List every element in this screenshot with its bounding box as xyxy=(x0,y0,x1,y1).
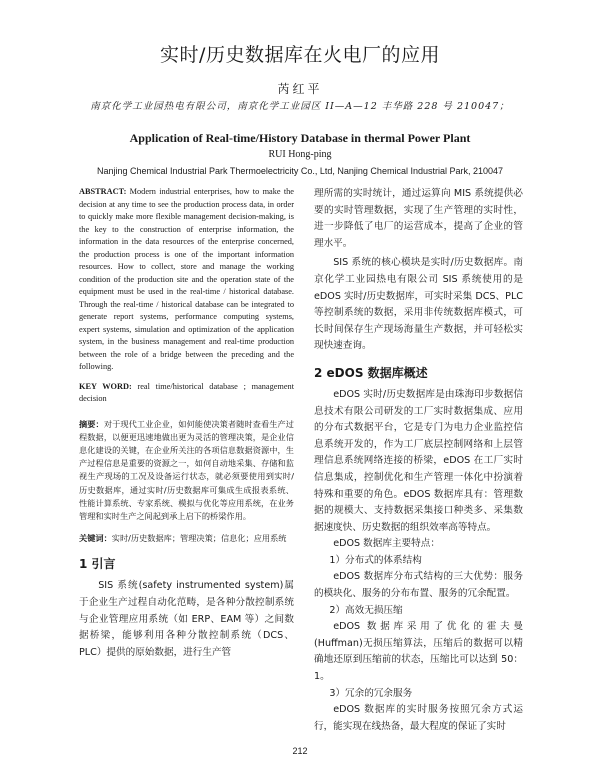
page-number: 212 xyxy=(292,746,308,756)
edos-features-intro: eDOS 数据库主要特点： xyxy=(333,538,440,550)
abstract-cn-label: 摘要： xyxy=(79,418,104,429)
affiliation-en: Nanjing Chemical Industrial Park Thermoelectricity Co., Ltd, Nanjing Chemical Industrial Park, 210047 xyxy=(96,166,504,176)
section-1-paragraph: SIS 系统(safety instrumented system)属于企业生产过程自动化范畴，是各种分散控制系统与企业管理应用系统（如 ERP、EAM 等）之间数据桥梁，能够利用各种分散控制系统（DCS、PLC）提供的原始数据，进行生产管 xyxy=(79,580,294,658)
paper-title-en: Application of Real-time/History Database in thermal Power Plant xyxy=(129,131,471,145)
keywords-cn xyxy=(79,532,294,545)
continued-paragraph: 理所需的实时统计，通过运算向 MIS 系统提供必要的实时管理数据，实现了生产管理的实时性，进一步降低了电厂的运营成本，提高了企业的管理水平。 xyxy=(314,188,523,249)
feature-2-title: 2）高效无损压缩 xyxy=(329,604,403,616)
feature-3-title: 3）冗余的冗余服务 xyxy=(329,687,413,699)
keywords-en xyxy=(79,381,294,406)
right-column xyxy=(314,186,523,735)
abstract-en xyxy=(79,186,294,374)
keywords-cn-label: 关键词： xyxy=(79,533,112,544)
feature-1-text: eDOS 数据库分布式结构的三大优势：服务的模块化、服务的分布布置、服务的冗余配置。 xyxy=(314,571,523,600)
abstract-cn-text: 对于现代工业企业，如何能使决策者随时查看生产过程数据，以便更迅速地做出更为灵活的管理决策，是企业信息化建设的关键，在企业所关注的各项信息数据资源中，生产过程信息是重要的资源之一，如何自动地采集、存储和监视生产现场的工况及设备运行状态，就必须要使用到实时/历史数据库，通过实时/历史数据库可集成生成报表系统、性能计算系统、专家系统、模拟与优化等应用系统，在业务管理和实时生产之间起到承上启下的桥梁作用。 xyxy=(79,418,294,521)
author-cn: 芮红平 xyxy=(277,82,323,96)
abstract-en-text: Modern industrial enterprises, how to make the decision at any time to see the production process data, in order to quickly make more flexible management decision-making, is the key to the construction of enterprise information, the information in the data resources of the enterprise concerned, the production process is one of the important information resources. How to collect, store and manage the working condition of the production site and the operation state of the equipment must be used in the real-time / historical database. Through the real-time / historical database can be integrated to generate report systems, performance computing systems, expert systems, simulation and optimization of the application system, in the business management and real-time production between the role of a bridge between the preceding and the following. xyxy=(79,187,294,371)
section-2-heading: 2 eDOS 数据库概述 xyxy=(314,365,428,380)
sis-paragraph: SIS 系统的核心模块是实时/历史数据库。南京化学工业园热电有限公司 SIS 系统使用的是 eDOS 实时/历史数据库，可实时采集 DCS、PLC 等控制系统的数据，采用非传统数据库模式，可长时间保存生产现场海量生产数据，并可轻松实现快速查询。 xyxy=(314,257,523,352)
paper-title-cn: 实时/历史数据库在火电厂的应用 xyxy=(160,44,440,66)
edos-overview-paragraph: eDOS 实时/历史数据库是由珠海印步数据信息技术有限公司研发的工厂实时数据集成、应用的分布式数据平台，它是专门为电力企业监控信息系统开发的，作为工厂底层控制网络和上层管理信息系统网络连接的桥梁，eDOS 在工厂实时信息集成，控制优化和生产管理一体化中扮演着特殊和重要的角色。eDOS 数据库具有：管理数据的规模大、支持数据采集接口种类多、采集数据速度快、历史数据的组织效率高等特点。 xyxy=(314,388,523,533)
left-column xyxy=(79,186,294,661)
abstract-cn xyxy=(79,418,294,524)
feature-1-title: 1）分布式的体系结构 xyxy=(329,554,422,566)
feature-2-text: eDOS 数据库采用了优化的霍夫曼(Huffman)无损压缩算法，压缩后的数据可以精确地还原到压缩前的状态，压缩比可以达到 50：1。 xyxy=(314,621,523,683)
feature-3-text: eDOS 数据库的实时服务按照冗余方式运行，能实现在线热备，最大程度的保证了实时 xyxy=(314,704,523,732)
author-en: RUI Hong-ping xyxy=(268,149,332,160)
keywords-en-label: KEY WORD: xyxy=(79,381,132,391)
affiliation-cn: 南京化学工业园热电有限公司，南京化学工业园区 II—A—12 丰华路 228 号 210047； xyxy=(90,101,510,112)
keywords-cn-text: 实时/历史数据库；管理决策；信息化；应用系统 xyxy=(111,533,287,544)
abstract-en-label: ABSTRACT: xyxy=(79,187,127,196)
keywords-en-text: real time/historical database ; management decision xyxy=(79,381,295,403)
section-1-heading: 1 引言 xyxy=(79,557,116,572)
